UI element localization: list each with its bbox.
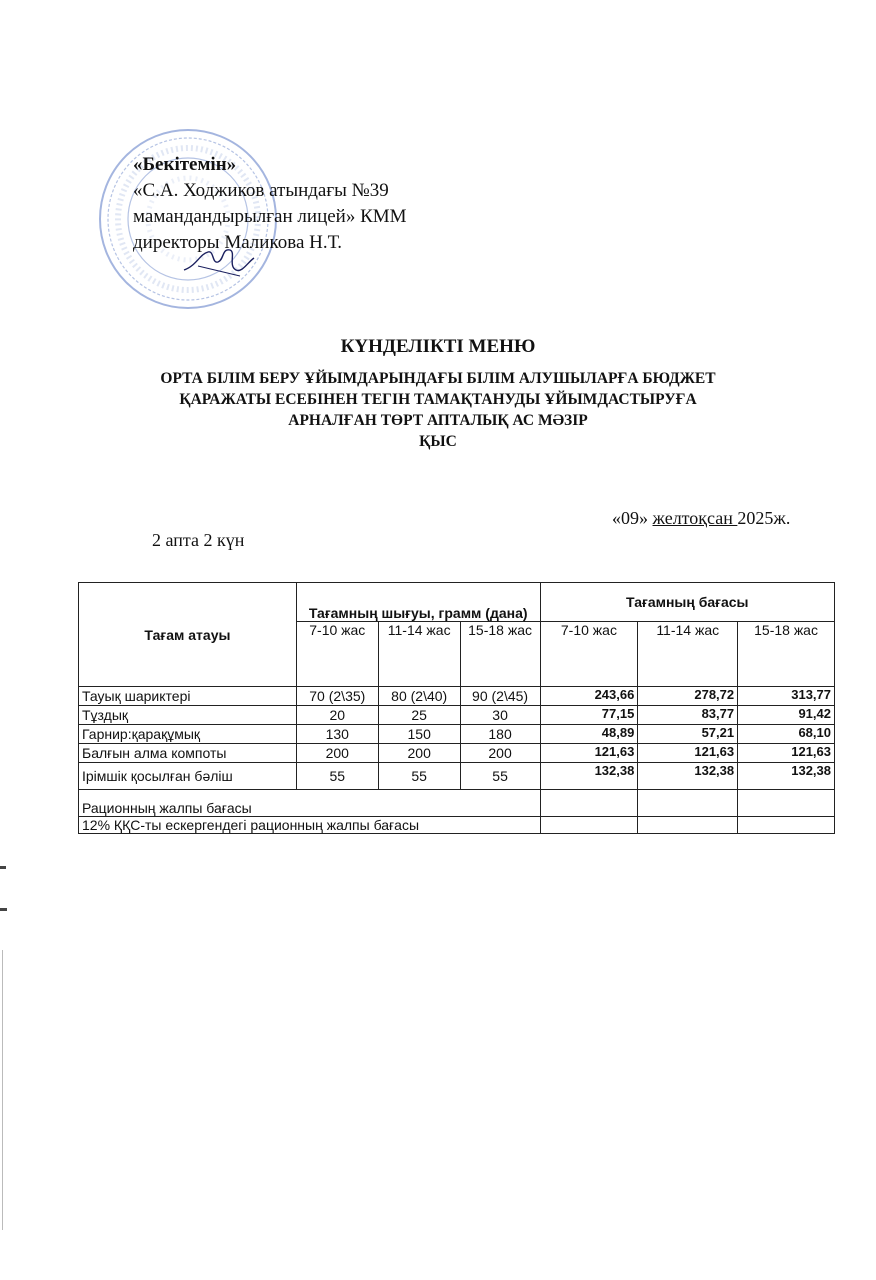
output-value: 70 (2\35) [296,687,378,706]
price-value: 57,21 [638,725,738,744]
output-value: 20 [296,706,378,725]
price-value: 77,15 [540,706,638,725]
output-value: 200 [460,744,540,763]
output-value: 90 (2\45) [460,687,540,706]
output-age-11-14: 11-14 жас [378,622,460,687]
approval-block [133,152,407,256]
table-row [79,763,835,790]
price-value: 243,66 [540,687,638,706]
dish-name: Тұздық [79,706,297,725]
col-header-output: Тағамның шығуы, грамм (дана) [296,583,540,622]
output-value: 30 [460,706,540,725]
price-value: 278,72 [638,687,738,706]
output-value: 200 [296,744,378,763]
dish-name: Тауық шариктері [79,687,297,706]
output-age-7-10: 7-10 жас [296,622,378,687]
date-day: «09» [612,508,648,528]
menu-table [78,582,835,834]
price-value: 91,42 [738,706,835,725]
price-value: 132,38 [738,763,835,790]
date-month: желтоқсан [652,508,738,528]
date-year: 2025ж. [737,508,791,528]
output-value: 150 [378,725,460,744]
price-age-7-10: 7-10 жас [540,622,638,687]
price-value: 121,63 [738,744,835,763]
approval-heading: «Бекітемін» [133,154,237,175]
subtitle-line-1: ОРТА БІЛІМ БЕРУ ҰЙЫМДАРЫНДАҒЫ БІЛІМ АЛУШЫЛАРҒА БЮДЖЕТ [160,370,716,387]
dish-name: Ірімшік қосылған бәліш [79,763,297,790]
price-age-11-14: 11-14 жас [638,622,738,687]
subtitle-line-4: ҚЫС [419,433,457,450]
output-value: 80 (2\40) [378,687,460,706]
table-row [79,744,835,763]
output-value: 130 [296,725,378,744]
price-age-15-18: 15-18 жас [738,622,835,687]
total-value-cell [638,790,738,817]
dish-name: Гарнир:қарақұмық [79,725,297,744]
output-age-15-18: 15-18 жас [460,622,540,687]
total-vat-value-cell [540,817,638,834]
output-value: 200 [378,744,460,763]
price-value: 132,38 [540,763,638,790]
total-row [79,790,835,817]
approval-school: «С.А. Ходжиков атындағы №39 [133,180,389,201]
week-day: 2 апта 2 күн [152,530,245,550]
price-value: 68,10 [738,725,835,744]
table-row [79,725,835,744]
output-value: 25 [378,706,460,725]
price-value: 121,63 [638,744,738,763]
menu-date [612,508,790,529]
total-label: Рационның жалпы бағасы [79,790,541,817]
approval-director: директоры Маликова Н.Т. [133,232,343,253]
total-value-cell [540,790,638,817]
price-value: 313,77 [738,687,835,706]
total-vat-value-cell [738,817,835,834]
subtitle-line-2: ҚАРАЖАТЫ ЕСЕБІНЕН ТЕГІН ТАМАҚТАНУДЫ ҰЙЫМДАСТЫРУҒА [179,391,697,408]
signature [178,236,258,286]
price-value: 48,89 [540,725,638,744]
total-vat-label: 12% ҚҚС-ты ескергендегі рационның жалпы бағасы [79,817,541,834]
price-value: 132,38 [638,763,738,790]
total-vat-row [79,817,835,834]
col-header-price: Тағамның бағасы [540,583,834,622]
price-value: 83,77 [638,706,738,725]
dish-name: Балғын алма компоты [79,744,297,763]
scan-edge-marks [0,860,10,1240]
output-value: 55 [378,763,460,790]
total-vat-value-cell [638,817,738,834]
page-title: КҮНДЕЛІКТІ МЕНЮ [340,336,536,357]
output-value: 55 [296,763,378,790]
table-row [79,706,835,725]
subtitle-line-3: АРНАЛҒАН ТӨРТ АПТАЛЫҚ АС МӘЗІР [288,412,588,429]
output-value: 180 [460,725,540,744]
page-subtitle [0,368,876,452]
col-header-name: Тағам атауы [79,583,297,687]
table-row [79,687,835,706]
price-value: 121,63 [540,744,638,763]
output-value: 55 [460,763,540,790]
total-value-cell [738,790,835,817]
approval-school-type: мамандандырылған лицей» КММ [133,206,407,227]
